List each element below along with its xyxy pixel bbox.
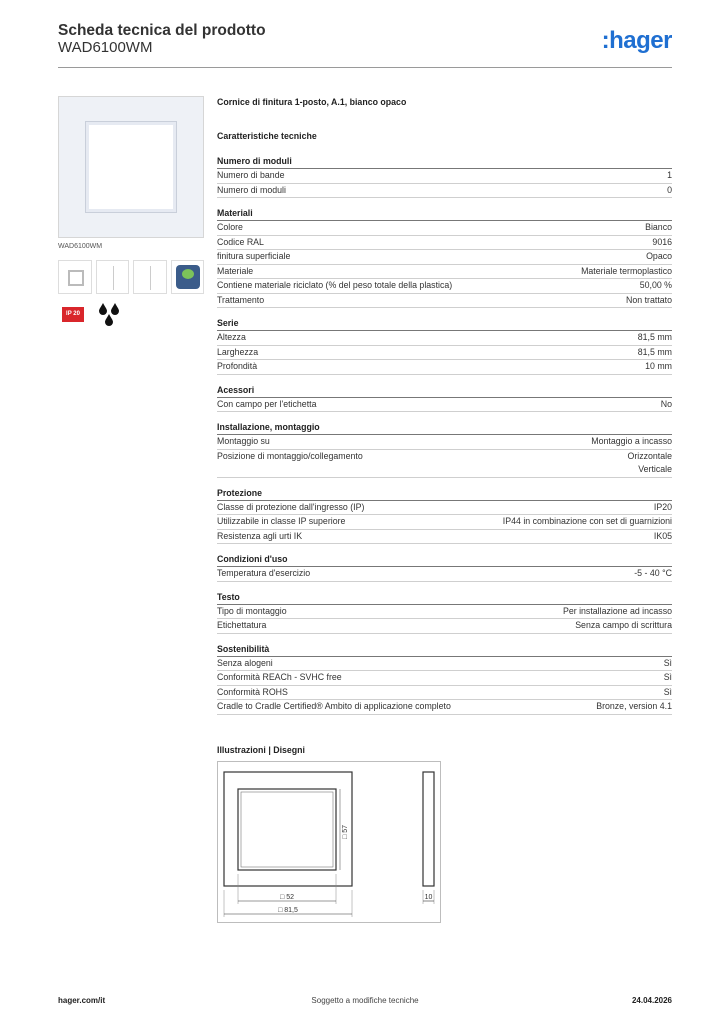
- spec-row: [217, 346, 672, 361]
- spec-label: Etichettatura: [217, 620, 267, 630]
- thumbnail-strip: [58, 260, 204, 294]
- spec-label: Profondità: [217, 361, 258, 371]
- spec-value: [503, 515, 672, 529]
- spec-value-line: Non trattato: [626, 294, 672, 305]
- footer-note: Soggetto a modifiche tecniche: [311, 996, 419, 1005]
- spec-row: [217, 515, 672, 530]
- spec-value: [664, 686, 672, 700]
- spec-label: Altezza: [217, 332, 246, 342]
- spec-row: [217, 169, 672, 184]
- spec-row: [217, 294, 672, 309]
- spec-value: [645, 221, 672, 235]
- spec-label: Tipo di montaggio: [217, 605, 287, 616]
- spec-value: [596, 700, 672, 714]
- technical-drawing: [217, 761, 441, 923]
- thumbnail-side-view[interactable]: [96, 260, 130, 294]
- spec-value: [640, 279, 672, 293]
- section-title: Condizioni d'uso: [217, 553, 672, 567]
- spec-value: [628, 450, 673, 477]
- spec-row: [217, 398, 672, 413]
- spec-value: [646, 250, 672, 264]
- spec-value-line: Sì: [663, 672, 672, 682]
- hager-logo-text: :hager: [601, 28, 672, 54]
- spec-label: Trattamento: [217, 294, 265, 305]
- spec-row: [217, 657, 672, 672]
- spec-value-line: Materiale termoplastico: [581, 265, 672, 276]
- spec-value: [654, 501, 672, 515]
- spec-value: [664, 657, 672, 671]
- spec-value-line: 50,00 %: [639, 280, 672, 290]
- spec-section: [217, 384, 672, 413]
- spec-section: [217, 643, 672, 715]
- hager-logo: [582, 28, 672, 54]
- spec-value-line: 81,5 mm: [637, 332, 672, 342]
- spec-value: [634, 567, 672, 581]
- spec-value-line: 9016: [652, 236, 672, 247]
- spec-value-line: -5 - 40 °C: [634, 568, 672, 578]
- spec-value-line: 81,5 mm: [637, 346, 672, 357]
- spec-row: [217, 501, 672, 516]
- spec-label: Numero di bande: [217, 170, 285, 180]
- certificate-icon: [176, 265, 200, 289]
- section-title: Protezione: [217, 487, 672, 501]
- spec-value: [591, 435, 672, 449]
- spec-row: [217, 700, 672, 715]
- spec-value-line: Senza campo di scrittura: [575, 620, 672, 630]
- spec-value-line: Bronze, version 4.1: [596, 701, 672, 711]
- section-title: Acessori: [217, 384, 672, 398]
- spec-label: Con campo per l'etichetta: [217, 398, 317, 409]
- frame-opening: [85, 121, 177, 213]
- section-title: Serie: [217, 317, 672, 331]
- spec-value: [575, 619, 672, 633]
- spec-label: Cradle to Cradle Certified® Ambito di applicazione completo: [217, 701, 451, 711]
- thumbnail-edge-view[interactable]: [133, 260, 167, 294]
- spec-value: [652, 236, 672, 250]
- document-title: Scheda tecnica del prodotto: [58, 22, 266, 39]
- spec-value: [563, 605, 672, 619]
- spec-value-line: IP44 in combinazione con set di guarnizioni: [502, 516, 672, 526]
- spec-row: [217, 360, 672, 375]
- dim-outer-label: □ 81,5: [278, 907, 298, 914]
- spec-label: Numero di moduli: [217, 184, 286, 195]
- footer-website-link[interactable]: hager.com/it: [58, 996, 106, 1005]
- thumbnail-certificate[interactable]: [171, 260, 205, 294]
- spec-row: [217, 450, 672, 478]
- spec-section: [217, 317, 672, 375]
- product-code: WAD6100WM: [58, 39, 153, 56]
- spec-label: Larghezza: [217, 346, 259, 357]
- section-title: Materiali: [217, 207, 672, 221]
- spec-label: Senza alogeni: [217, 657, 273, 668]
- dim-height-label: □ 57: [342, 825, 349, 839]
- spec-row: [217, 605, 672, 620]
- spec-content: [217, 96, 672, 715]
- spec-label: Posizione di montaggio/collegamento: [217, 450, 363, 461]
- spec-value: [638, 331, 672, 345]
- spec-label: Classe di protezione dall'ingresso (IP): [217, 501, 365, 512]
- spec-value: [638, 346, 672, 360]
- ip-rating-badge: IP 20: [62, 307, 84, 322]
- spec-row: [217, 567, 672, 582]
- spec-section: [217, 591, 672, 634]
- section-title: Sostenibilità: [217, 643, 672, 657]
- photo-caption: WAD6100WM: [58, 243, 103, 250]
- spec-value-line: No: [660, 398, 672, 409]
- spec-value-line: 1: [667, 170, 672, 180]
- spec-value-line: Verticale: [638, 464, 672, 474]
- spec-value-line: IK05: [653, 530, 672, 541]
- section-title: Installazione, montaggio: [217, 421, 672, 435]
- page-header: [58, 20, 672, 68]
- spec-label: Materiale: [217, 265, 254, 276]
- spec-section: [217, 487, 672, 545]
- left-column: [58, 96, 204, 326]
- spec-label: Codice RAL: [217, 236, 264, 247]
- spec-sections: [217, 155, 672, 715]
- spec-row: [217, 619, 672, 634]
- spec-label: Utilizzabile in classe IP superiore: [217, 516, 346, 526]
- spec-value-line: 0: [667, 184, 672, 195]
- spec-row: [217, 671, 672, 686]
- spec-section: [217, 207, 672, 308]
- spec-value: [626, 294, 672, 308]
- spec-value-line: Sì: [663, 686, 672, 697]
- spec-row: [217, 530, 672, 545]
- spec-label: Montaggio su: [217, 436, 270, 446]
- product-photo: [58, 96, 204, 238]
- spec-row: [217, 331, 672, 346]
- spec-value: [667, 184, 672, 198]
- spec-value-line: Orizzontale: [627, 450, 672, 461]
- spec-value: [667, 169, 672, 183]
- spec-value: [581, 265, 672, 279]
- spec-value-line: Sì: [663, 657, 672, 668]
- spec-section: [217, 421, 672, 478]
- spec-label: Resistenza agli urti IK: [217, 530, 303, 541]
- spec-label: Temperatura d'esercizio: [217, 568, 311, 578]
- spec-value: [654, 530, 672, 544]
- thumbnail-front-view[interactable]: [58, 260, 92, 294]
- spec-section: [217, 155, 672, 198]
- spec-value-line: IP20: [653, 501, 672, 512]
- spec-row: [217, 184, 672, 199]
- spec-row: [217, 686, 672, 701]
- spec-value: [645, 360, 672, 374]
- footer-date: 24.04.2026: [631, 996, 672, 1005]
- spec-value-line: Opaco: [646, 251, 672, 261]
- spec-row: [217, 221, 672, 236]
- spec-value: [664, 671, 672, 685]
- spec-value-line: 10 mm: [645, 361, 672, 371]
- spec-label: Colore: [217, 222, 243, 232]
- spec-label: finitura superficiale: [217, 251, 291, 261]
- spec-value-line: Montaggio a incasso: [591, 436, 672, 446]
- section-title: Numero di moduli: [217, 155, 672, 169]
- spec-label: Contiene materiale riciclato (% del peso totale della plastica): [217, 280, 453, 290]
- spec-section: [217, 553, 672, 582]
- spec-row: [217, 435, 672, 450]
- spec-value-line: Bianco: [645, 222, 672, 232]
- spec-value: [661, 398, 672, 412]
- characteristics-title: Caratteristiche tecniche: [217, 131, 317, 141]
- spec-value-line: Per installazione ad incasso: [562, 605, 672, 616]
- water-drops-icon: [96, 302, 122, 326]
- badges: [58, 302, 204, 326]
- section-title: Testo: [217, 591, 672, 605]
- dim-depth-label: 10: [424, 894, 433, 901]
- illustrations-title: Illustrazioni | Disegni: [217, 745, 305, 755]
- spec-row: [217, 265, 672, 280]
- spec-label: Conformità REACh - SVHC free: [217, 672, 342, 682]
- spec-row: [217, 250, 672, 265]
- spec-row: [217, 236, 672, 251]
- dimension-drawing: [218, 762, 440, 922]
- spec-row: [217, 279, 672, 294]
- product-name: Cornice di finitura 1-posto, A.1, bianco opaco: [217, 97, 407, 107]
- dim-inner-label: □ 52: [280, 894, 294, 901]
- spec-label: Conformità ROHS: [217, 686, 288, 697]
